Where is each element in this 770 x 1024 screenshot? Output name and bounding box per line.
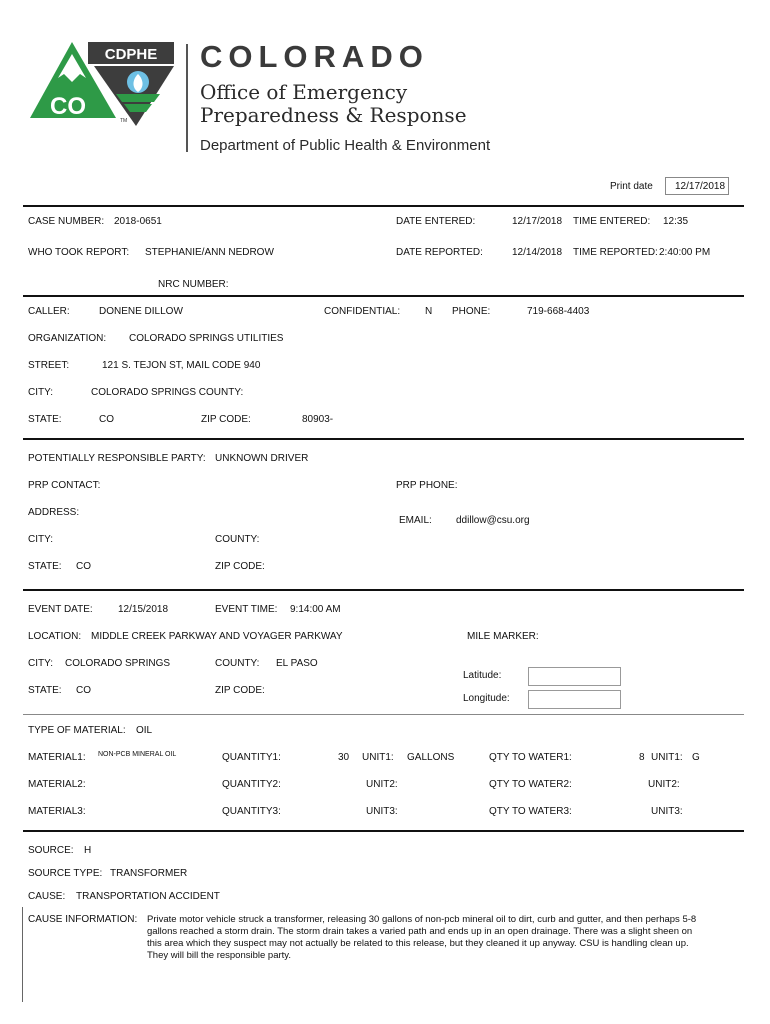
cause-info-label: CAUSE INFORMATION: <box>28 914 138 925</box>
event-city-value: COLORADO SPRINGS <box>65 658 171 669</box>
phone-value: 719-668-4403 <box>527 306 590 317</box>
water-unit1-value: G <box>692 752 700 763</box>
location-value: MIDDLE CREEK PARKWAY AND VOYAGER PARKWAY <box>91 631 343 642</box>
prp-label: POTENTIALLY RESPONSIBLE PARTY: <box>28 453 206 464</box>
water-unit3-label: UNIT3: <box>651 806 683 817</box>
source-value: H <box>84 845 92 856</box>
rule-6 <box>23 830 744 832</box>
quantity2-label: QUANTITY2: <box>222 779 281 790</box>
print-date-value: 12/17/2018 <box>675 181 726 192</box>
location-label: LOCATION: <box>28 631 82 642</box>
unit1-label: UNIT1: <box>362 752 394 763</box>
prp-value: UNKNOWN DRIVER <box>215 453 309 464</box>
logo-co-text: CO <box>50 93 86 120</box>
caller-state-label: STATE: <box>28 414 62 425</box>
caller-state-value: CO <box>99 414 114 425</box>
event-zip-label: ZIP CODE: <box>215 685 265 696</box>
rule-4 <box>23 589 744 591</box>
rule-5 <box>23 714 744 715</box>
date-entered-label: DATE ENTERED: <box>396 216 476 227</box>
prp-email-value: ddillow@csu.org <box>456 515 530 526</box>
left-margin-line <box>22 907 23 1002</box>
unit2-label: UNIT2: <box>366 779 398 790</box>
street-value: 121 S. TEJON ST, MAIL CODE 940 <box>102 360 261 371</box>
header-sub1: Office of Emergency <box>200 80 408 104</box>
water-unit2-label: UNIT2: <box>648 779 680 790</box>
header-sub2: Preparedness & Response <box>200 103 467 127</box>
rule-2 <box>23 295 744 297</box>
caller-city-label: CITY: <box>28 387 54 398</box>
prp-address-label: ADDRESS: <box>28 507 80 518</box>
cause-label: CAUSE: <box>28 891 66 902</box>
rule-1 <box>23 205 744 207</box>
event-time-value: 9:14:00 AM <box>290 604 341 615</box>
latitude-label: Latitude: <box>463 670 502 681</box>
confidential-label: CONFIDENTIAL: <box>324 306 401 317</box>
header-dept: Department of Public Health & Environment <box>200 137 491 154</box>
logo-badge-text: CDPHE <box>104 46 158 63</box>
caller-label: CALLER: <box>28 306 70 317</box>
quantity3-label: QUANTITY3: <box>222 806 281 817</box>
event-date-value: 12/15/2018 <box>118 604 169 615</box>
mile-marker-label: MILE MARKER: <box>467 631 539 642</box>
cause-info-text: Private motor vehicle struck a transformer, releasing 30 gallons of non-pcb mineral oil to dirt, curb and gutter, and then perhaps 5-8 gallons reached a storm drain. The storm drain takes a varied path and ends up in an open drainage. There was a slight sheen on this area which they suspect may not actually be related to this release, but they cleaned it up anyway. CSU is handling clean up. They will bill the responsible party. <box>147 914 697 961</box>
material1-label: MATERIAL1: <box>28 752 86 763</box>
qty-to-water1-value: 8 <box>639 752 645 763</box>
organization-value: COLORADO SPRINGS UTILITIES <box>129 333 284 344</box>
event-county-label: COUNTY: <box>215 658 260 669</box>
prp-email-label: EMAIL: <box>399 515 432 526</box>
time-reported: 2:40:00 PM <box>659 247 711 258</box>
event-date-label: EVENT DATE: <box>28 604 93 615</box>
case-number-label: CASE NUMBER: <box>28 216 105 227</box>
event-county-value: EL PASO <box>276 658 318 669</box>
prp-contact-label: PRP CONTACT: <box>28 480 101 491</box>
cdphe-logo <box>28 38 178 128</box>
prp-zip-label: ZIP CODE: <box>215 561 265 572</box>
caller-name: DONENE DILLOW <box>99 306 183 317</box>
caller-zip-label: ZIP CODE: <box>201 414 251 425</box>
date-reported: 12/14/2018 <box>512 247 563 258</box>
caller-zip-value: 80903- <box>302 414 334 425</box>
case-number: 2018-0651 <box>114 216 162 227</box>
source-type-value: TRANSFORMER <box>110 868 188 879</box>
qty-to-water2-label: QTY TO WATER2: <box>489 779 572 790</box>
longitude-field[interactable] <box>528 690 621 709</box>
event-city-label: CITY: <box>28 658 54 669</box>
rule-3 <box>23 438 744 440</box>
confidential-value: N <box>425 306 433 317</box>
prp-phone-label: PRP PHONE: <box>396 480 458 491</box>
event-state-label: STATE: <box>28 685 62 696</box>
cause-value: TRANSPORTATION ACCIDENT <box>76 891 220 902</box>
organization-label: ORGANIZATION: <box>28 333 107 344</box>
type-of-material-value: OIL <box>136 725 153 736</box>
material2-label: MATERIAL2: <box>28 779 86 790</box>
qty-to-water3-label: QTY TO WATER3: <box>489 806 572 817</box>
header-title: COLORADO <box>200 39 429 74</box>
event-time-label: EVENT TIME: <box>215 604 278 615</box>
who-took-report: STEPHANIE/ANN NEDROW <box>145 247 274 258</box>
prp-county-label: COUNTY: <box>215 534 260 545</box>
who-took-report-label: WHO TOOK REPORT: <box>28 247 130 258</box>
prp-state-label: STATE: <box>28 561 62 572</box>
type-of-material-label: TYPE OF MATERIAL: <box>28 725 126 736</box>
material3-label: MATERIAL3: <box>28 806 86 817</box>
longitude-label: Longitude: <box>463 693 510 704</box>
caller-city-value: COLORADO SPRINGS COUNTY: <box>91 387 244 398</box>
qty-to-water1-label: QTY TO WATER1: <box>489 752 572 763</box>
source-type-label: SOURCE TYPE: <box>28 868 103 879</box>
time-entered-label: TIME ENTERED: <box>573 216 651 227</box>
date-entered: 12/17/2018 <box>512 216 563 227</box>
quantity1-label: QUANTITY1: <box>222 752 281 763</box>
prp-city-label: CITY: <box>28 534 54 545</box>
water-unit1-label: UNIT1: <box>651 752 683 763</box>
unit1-value: GALLONS <box>407 752 455 763</box>
logo-tm: TM <box>120 118 128 124</box>
print-date-label: Print date <box>610 181 653 192</box>
event-state-value: CO <box>76 685 91 696</box>
street-label: STREET: <box>28 360 70 371</box>
material1-value: NON-PCB MINERAL OIL <box>98 751 177 758</box>
time-reported-label: TIME REPORTED: <box>573 247 658 258</box>
nrc-number-label: NRC NUMBER: <box>158 279 229 290</box>
latitude-field[interactable] <box>528 667 621 686</box>
source-label: SOURCE: <box>28 845 74 856</box>
time-entered: 12:35 <box>663 216 689 227</box>
phone-label: PHONE: <box>452 306 491 317</box>
prp-state-value: CO <box>76 561 91 572</box>
header-divider <box>186 44 188 152</box>
quantity1-value: 30 <box>338 752 350 763</box>
unit3-label: UNIT3: <box>366 806 398 817</box>
date-reported-label: DATE REPORTED: <box>396 247 483 258</box>
